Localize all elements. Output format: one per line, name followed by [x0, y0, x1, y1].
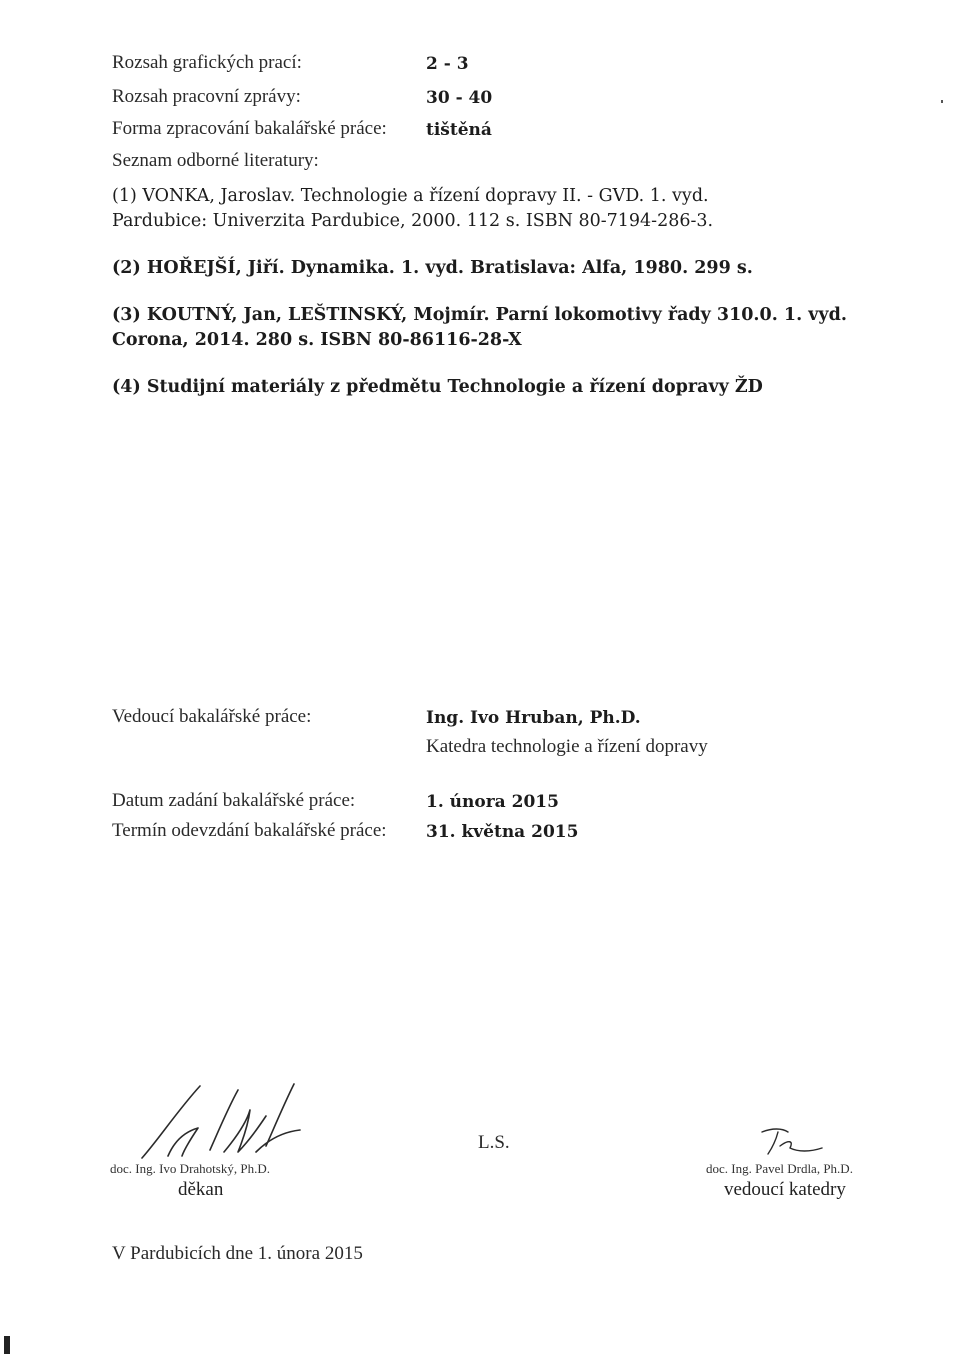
supervisor-name: Ing. Ivo Hruban, Ph.D.	[426, 708, 641, 728]
reference-1-line-1: (1) VONKA, Jaroslav. Technologie a řízení dopravy II. - GVD. 1. vyd.	[112, 186, 709, 206]
reference-2: (2) HOŘEJŠÍ, Jiří. Dynamika. 1. vyd. Bratislava: Alfa, 1980. 299 s.	[112, 258, 753, 278]
thesis-form-value: tištěná	[426, 120, 492, 140]
scan-dot	[941, 100, 943, 103]
assignment-date-value: 1. února 2015	[426, 792, 559, 812]
reference-3-line-2: Corona, 2014. 280 s. ISBN 80-86116-28-X	[112, 330, 522, 350]
seal-mark: L.S.	[478, 1132, 510, 1153]
report-length-value: 30 - 40	[426, 88, 493, 108]
head-name: doc. Ing. Pavel Drdla, Ph.D.	[706, 1161, 853, 1176]
dean-title: děkan	[178, 1179, 224, 1200]
place-and-date: V Pardubicích dne 1. února 2015	[112, 1243, 363, 1264]
supervisor-department: Katedra technologie a řízení dopravy	[426, 736, 708, 757]
reference-3-line-1: (3) KOUTNÝ, Jan, LEŠTINSKÝ, Mojmír. Parní lokomotivy řady 310.0. 1. vyd.	[112, 305, 847, 325]
assignment-date-label: Datum zadání bakalářské práce:	[112, 790, 356, 811]
head-signature	[760, 1126, 826, 1160]
literature-label: Seznam odborné literatury:	[112, 150, 319, 171]
head-title: vedoucí katedry	[724, 1179, 846, 1200]
reference-1-line-2: Pardubice: Univerzita Pardubice, 2000. 112 s. ISBN 80-7194-286-3.	[112, 211, 714, 231]
graphic-works-label: Rozsah grafických prací:	[112, 52, 302, 73]
report-length-label: Rozsah pracovní zprávy:	[112, 86, 301, 107]
supervisor-label: Vedoucí bakalářské práce:	[112, 706, 312, 727]
scan-mark	[4, 1336, 10, 1354]
reference-4: (4) Studijní materiály z předmětu Technologie a řízení dopravy ŽD	[112, 377, 763, 397]
graphic-works-value: 2 - 3	[426, 54, 469, 74]
submission-deadline-label: Termín odevzdání bakalářské práce:	[112, 820, 387, 841]
thesis-form-label: Forma zpracování bakalářské práce:	[112, 118, 387, 139]
dean-name: doc. Ing. Ivo Drahotský, Ph.D.	[110, 1161, 270, 1176]
submission-deadline-value: 31. května 2015	[426, 822, 579, 842]
dean-signature	[138, 1080, 308, 1162]
